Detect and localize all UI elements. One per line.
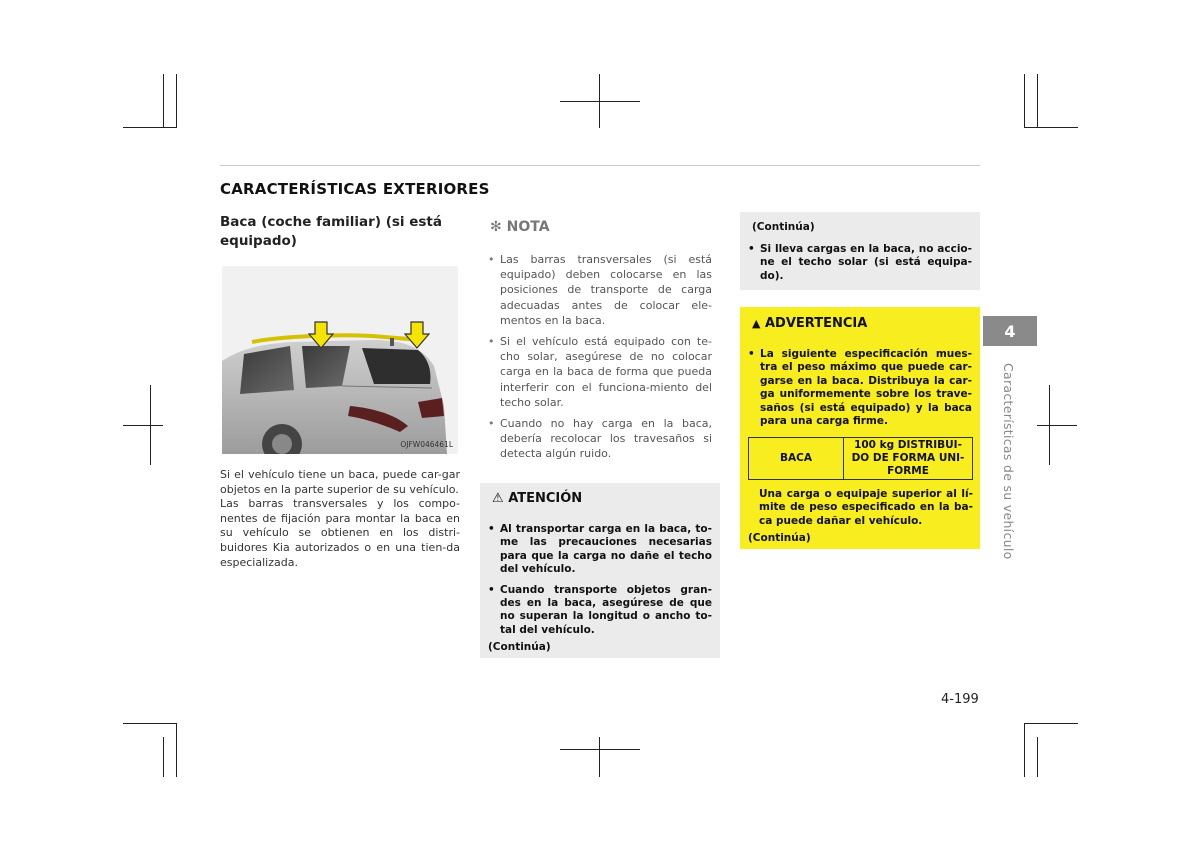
note-list: [488, 252, 712, 468]
page-number: 4-199: [941, 692, 979, 707]
continued-label: (Continúa): [752, 221, 815, 233]
figure-code: OJFW046461L: [400, 440, 453, 449]
list-item: • Al transportar carga en la baca, to-me las precauciones necesarias para que la carga no dañe el techo del vehículo.: [488, 523, 712, 577]
paragraph: Si el vehículo tiene un baca, puede car-gar objetos en la parte superior de su vehículo.: [220, 468, 460, 496]
list-item: • Cuando no hay carga en la baca, debería recolocar los travesaños si detecta algún ruido.: [488, 416, 712, 462]
caution-box: [480, 483, 720, 658]
list-item: • Si el vehículo está equipado con te-cho solar, asegúrese de no colocar carga en la baca de forma que pueda interferir con el funciona-miento del techo solar.: [488, 334, 712, 410]
header-rule: [220, 165, 980, 166]
asterisk-icon: ✻: [490, 219, 502, 235]
chapter-tab: 4: [983, 316, 1037, 346]
warning-box: [740, 307, 980, 549]
arrow-icon: [308, 321, 334, 349]
note-heading: [490, 219, 550, 235]
continued-label: (Continúa): [748, 532, 811, 544]
caution-list: [488, 523, 712, 644]
caution-label: ATENCIÓN: [508, 491, 583, 506]
table-row: [749, 438, 973, 480]
car-illustration: [222, 266, 458, 454]
caution-heading: [492, 491, 582, 506]
warning-note: Una carga o equipaje superior al lí-mite de peso especificado en la ba-ca puede dañar el vehículo.: [759, 488, 973, 527]
list-item: • La siguiente especificación mues-tra el peso máximo que puede car-garse en la baca. Distribuya la car-ga uniformemente sobre los trave-saños (si está equipado) y la baca para una carga firme.: [748, 348, 972, 428]
body-text: [220, 468, 460, 570]
list-item: • Las barras transversales (si está equipado) deben colocarse en las posiciones de transporte de carga adecuadas antes de colocar ele-mentos en la baca.: [488, 252, 712, 328]
list-item: • Si lleva cargas en la baca, no accio-ne el techo solar (si está equipa-do).: [748, 243, 972, 283]
warning-heading: [752, 316, 867, 331]
list-item: • Cuando transporte objetos gran-des en la baca, asegúrese de que no superan la longitud o ancho to-tal del vehículo.: [488, 584, 712, 638]
roof-rack-figure: [222, 266, 458, 454]
continued-label: (Continúa): [488, 641, 551, 653]
warning-list: [748, 348, 972, 435]
spec-label: BACA: [749, 438, 844, 480]
page-title: CARACTERÍSTICAS EXTERIORES: [220, 180, 490, 198]
section-subtitle: Baca (coche familiar) (si está equipado): [220, 214, 442, 249]
arrow-icon: [404, 321, 430, 349]
warning-triangle-icon: ⚠: [492, 491, 504, 506]
continued-list: [748, 243, 972, 290]
warning-label: ADVERTENCIA: [765, 316, 868, 331]
note-label: NOTA: [506, 219, 550, 235]
spec-table: [748, 437, 973, 480]
continued-box: [740, 212, 980, 290]
paragraph: Las barras transversales y los compo-nentes de fijación para montar la baca en su vehículo se obtienen en los distri-buidores Kia autorizados o en una tien-da especializada.: [220, 497, 460, 569]
warning-triangle-icon: ▲: [752, 317, 761, 330]
spec-value: 100 kg DISTRIBUI-DO DE FORMA UNI-FORME: [844, 438, 973, 480]
chapter-title: Características de su vehículo: [1001, 363, 1016, 560]
chapter-side-label: [1003, 363, 1017, 563]
